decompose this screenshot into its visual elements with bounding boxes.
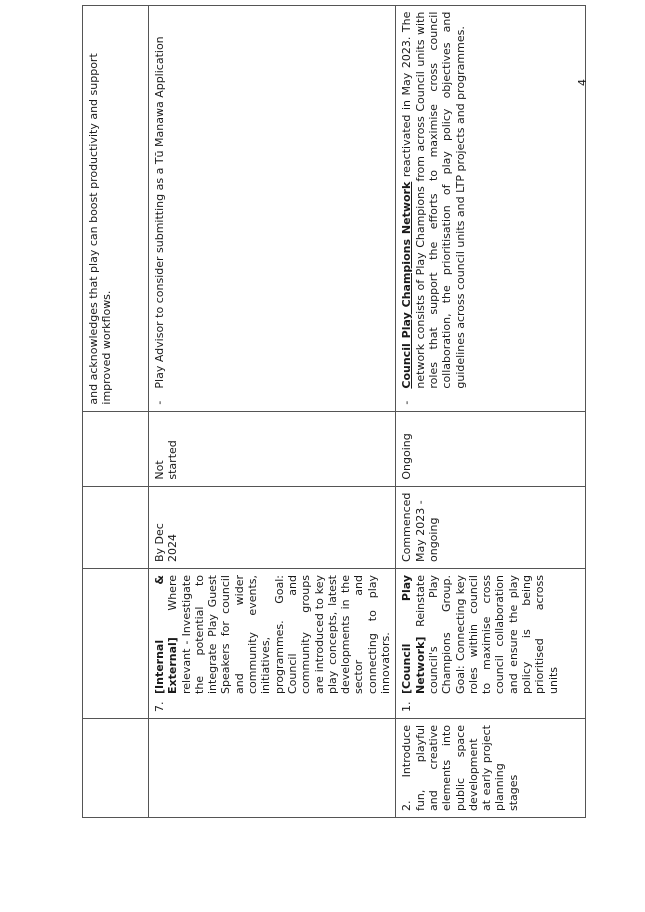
objective-cell [83, 719, 149, 818]
action-plan-table [82, 5, 586, 818]
timeframe-cell [396, 486, 586, 568]
notes-cell [83, 5, 149, 411]
notes-dash: - [400, 400, 414, 405]
notes-text: reactivated in May 2023. The network consists of Play Champions from across Council units with roles that support the efforts to maximise cross council collaboration, the prioritisation of play policy objectives and guidelines across council units and LTP projects and programmes. [400, 11, 467, 389]
objective-text: 2. Introduce fun, playful and creative elements into public space development at early project planning stages [400, 725, 520, 811]
action-cell [149, 569, 396, 719]
status-cell [396, 411, 586, 486]
objective-cell [149, 719, 396, 818]
action-cell [83, 569, 149, 719]
status-cell [83, 411, 149, 486]
status-text: Ongoing [400, 433, 414, 480]
action-number: 7. [153, 701, 166, 712]
action-text: Where relevant - Investigate the potential to integrate Play Guest Speakers for council and wider community events, initiatives, programmes. Goal: Council and community groups are introduced to key play concepts, latest developments in the sector and connecting to play innovators. [166, 575, 393, 694]
timeframe-cell [83, 486, 149, 568]
timeframe-text: Commenced May 2023 - ongoing [400, 492, 440, 562]
notes-cell [396, 5, 586, 411]
objective-cell [396, 719, 586, 818]
action-tag: [Internal & External] [153, 575, 180, 694]
status-text: Not started [153, 440, 180, 480]
notes-dash: - [153, 400, 166, 405]
page-number: 4 [576, 79, 589, 86]
table-row [149, 5, 396, 817]
notes-bold-text: Council Play Champions Network [400, 181, 414, 389]
status-cell [149, 411, 396, 486]
action-number: 1. [400, 701, 414, 712]
notes-cell [149, 5, 396, 411]
action-cell [396, 569, 586, 719]
timeframe-text: By Dec 2024 [153, 523, 180, 562]
notes-text: and acknowledges that play can boost productivity and support improved workflows. [87, 53, 114, 405]
action-text: Reinstate council's Play Champions Group. Goal: Connecting key roles within council to maximise cross council collaboration and ensure the play policy is being prioritised across units [413, 575, 560, 694]
table-row [396, 5, 586, 817]
action-tag: [Council Play Network] [400, 575, 427, 694]
table-row [83, 5, 149, 817]
timeframe-cell [149, 486, 396, 568]
notes-text: Play Advisor to consider submitting as a Tū Manawa Application [153, 36, 166, 389]
